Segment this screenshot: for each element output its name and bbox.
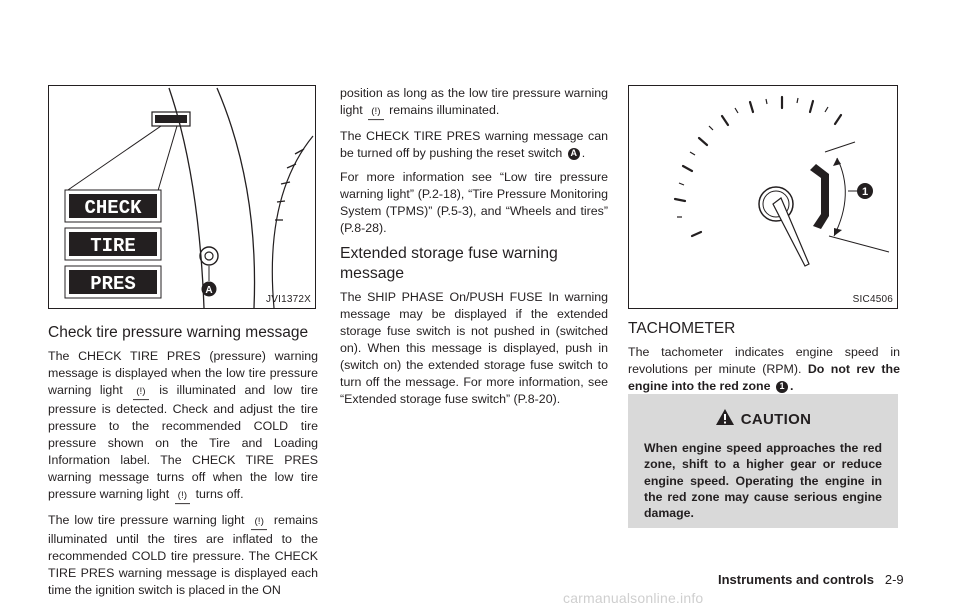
paragraph: The low tire pressure warning light (!) remains illuminated until the tires are inflated to the recommended COLD tire pressure. The CHECK TIRE PRES warning message is displayed each time the ignition switch is placed in the ON [48, 513, 318, 597]
lcd-tire: TIRE [90, 235, 136, 257]
section-heading: TACHOMETER [628, 320, 736, 337]
tire-pressure-figure [48, 85, 316, 309]
callout-a-label: A [205, 285, 213, 296]
callout-1-label: 1 [861, 186, 869, 198]
watermark: carmanualsonline.info [563, 590, 704, 606]
caution-title: CAUTION [740, 411, 812, 428]
tire-pressure-warning-icon: (!) [251, 514, 266, 530]
tire-pressure-warning-icon: (!) [133, 384, 148, 400]
lcd-check: CHECK [84, 197, 142, 219]
tachometer-illustration [629, 86, 897, 308]
caution-text: When engine speed approaches the red zone, shift to a higher gear or reduce engine speed. Operating the engine in the red zone may cause serious engine damage. [644, 441, 882, 521]
section-heading: Extended storage fuse warning message [340, 245, 558, 282]
tire-pressure-warning-icon: (!) [175, 488, 190, 504]
tachometer-figure [628, 85, 898, 309]
section-heading: Check tire pressure warning message [48, 324, 309, 341]
paragraph: The SHIP PHASE On/PUSH FUSE In warning message may be displayed if the extended storage fuse switch is not pushed in (switched on). When this message is displayed, push in (switch on) the extended storage fuse switch to turn off the message. For more information, see “Extended storage fuse switch” (P.8-20). [340, 290, 608, 406]
paragraph: For more information see “Low tire pressure warning light” (P.2-18), “Tire Pressure Monitoring System (TPMS)” (P.5-3), and “Wheels and tires” (P.8-28). [340, 170, 608, 235]
callout-a-icon: A [568, 148, 580, 160]
tire-pressure-warning-icon: (!) [368, 104, 383, 120]
paragraph: The tachometer indicates engine speed in revolutions per minute (RPM). Do not rev the engine into the red zone 1 . [628, 345, 900, 393]
page-number: 2-9 [884, 572, 904, 587]
middle-column [340, 85, 608, 415]
caution-heading [628, 408, 898, 428]
instrument-cluster-illustration [49, 86, 315, 308]
callout-1-icon: 1 [776, 381, 788, 393]
paragraph: The CHECK TIRE PRES (pressure) warning message is displayed when the low tire pressure warning light (!) is illuminated and low tire pressure is detected. Check and adjust the tire pressure to the recommended COLD tire pressure shown on the Tire and Loading Information label. The CHECK TIRE PRES warning message turns off when the low tire pressure warning light (!) turns off. [48, 348, 318, 505]
footer-section: Instruments and controls [718, 572, 875, 587]
left-column [48, 85, 318, 606]
right-column [628, 85, 900, 402]
page-footer [718, 572, 904, 587]
paragraph: position as long as the low tire pressure warning light (!) remains illuminated. [340, 85, 608, 121]
paragraph: The CHECK TIRE PRES warning message can be turned off by pushing the reset switch A . [340, 129, 608, 160]
caution-box [628, 394, 898, 528]
warning-triangle-icon [715, 408, 735, 426]
figure-caption: SIC4506 [852, 294, 893, 305]
lcd-pres: PRES [90, 273, 136, 295]
figure-caption: JVI1372X [266, 294, 311, 305]
